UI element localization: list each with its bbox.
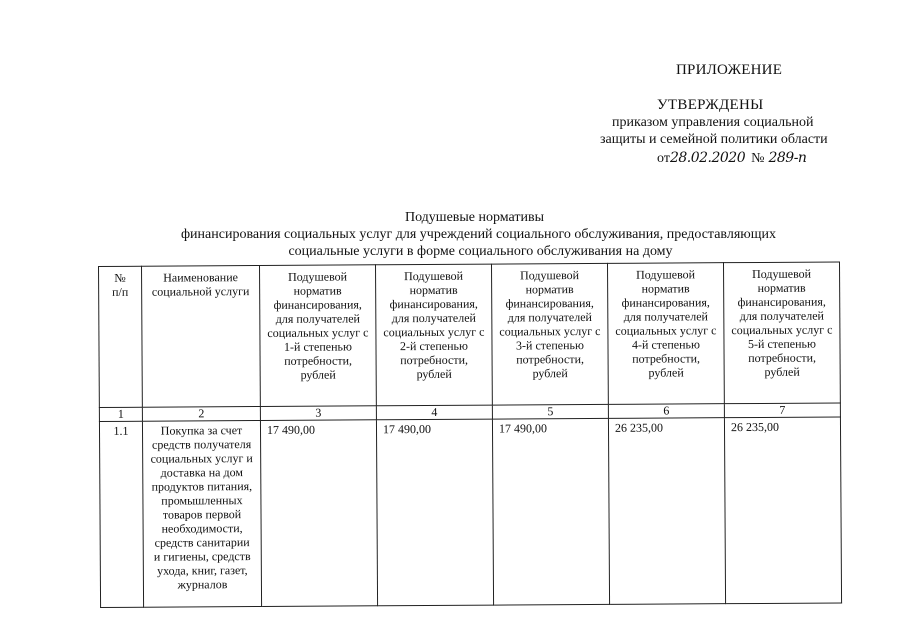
header-cell: № п/п xyxy=(99,266,143,407)
value-text: 17 490,00 xyxy=(266,422,316,437)
table-header-row xyxy=(99,262,841,408)
header-cell: Подушевой норматив финансирования, для получателей социальных услуг с 4-й степенью потребности, рублей xyxy=(607,263,724,405)
value-cell xyxy=(260,420,377,607)
service-name-cell: Покупка за счет средств получателя социальных услуг и доставка на дом продуктов питания, промышленных товаров первой необходимости, средств санитарии и гигиены, средств ухода, книг, газет, журналов xyxy=(142,421,261,608)
row-number-cell: 1.1 xyxy=(99,421,143,607)
value-text: 17 490,00 xyxy=(498,421,548,436)
order-line-2: защиты и семейной политики области xyxy=(600,132,828,147)
value-text: 17 490,00 xyxy=(382,421,432,437)
order-number-handwritten: 289-п xyxy=(768,150,807,166)
value-text: 26 235,00 xyxy=(730,419,780,435)
header-cell: Подушевой норматив финансирования, для получателей социальных услуг с 2-й степенью потребности, рублей xyxy=(375,264,492,406)
column-number-cell: 6 xyxy=(608,404,724,419)
order-from-label: от xyxy=(657,151,670,166)
column-number-cell: 4 xyxy=(376,405,492,420)
header-cell: Подушевой норматив финансирования, для получателей социальных услуг с 1-й степенью потребности, рублей xyxy=(260,265,377,407)
value-cell xyxy=(492,418,609,605)
document-title-line-2: финансирования социальных услуг для учреждений социального обслуживания, предоставляющих xyxy=(180,227,777,242)
value-cell xyxy=(608,418,725,605)
value-cell xyxy=(376,419,493,606)
order-date-handwritten: 28.02.2020 xyxy=(669,150,746,166)
column-number-cell: 1 xyxy=(99,407,142,421)
approved-label: УТВЕРЖДЕНЫ xyxy=(657,97,764,113)
header-cell: Подушевой норматив финансирования, для получателей социальных услуг с 3-й степенью потребности, рублей xyxy=(491,263,608,405)
column-number-cell: 7 xyxy=(724,403,840,418)
table-row xyxy=(99,417,841,608)
value-cell xyxy=(724,417,841,604)
header-cell: Наименование социальной услуги xyxy=(142,266,261,408)
order-reference xyxy=(657,150,806,167)
document-title-line-1: Подушевые нормативы xyxy=(404,210,545,225)
appendix-label: ПРИЛОЖЕНИЕ xyxy=(676,62,783,78)
norms-table xyxy=(98,261,842,608)
order-number-sign: № xyxy=(751,151,765,166)
value-text: 26 235,00 xyxy=(614,420,664,435)
column-number-cell: 2 xyxy=(142,407,260,422)
header-cell: Подушевой норматив финансирования, для получателей социальных услуг с 5-й степенью потребности, рублей xyxy=(723,262,840,404)
column-number-cell: 5 xyxy=(492,404,608,419)
column-number-cell: 3 xyxy=(260,406,376,421)
order-line-1: приказом управления социальной xyxy=(612,115,814,130)
document-title-line-3: социальные услуги в форме социального обслуживания на дому xyxy=(288,244,673,259)
